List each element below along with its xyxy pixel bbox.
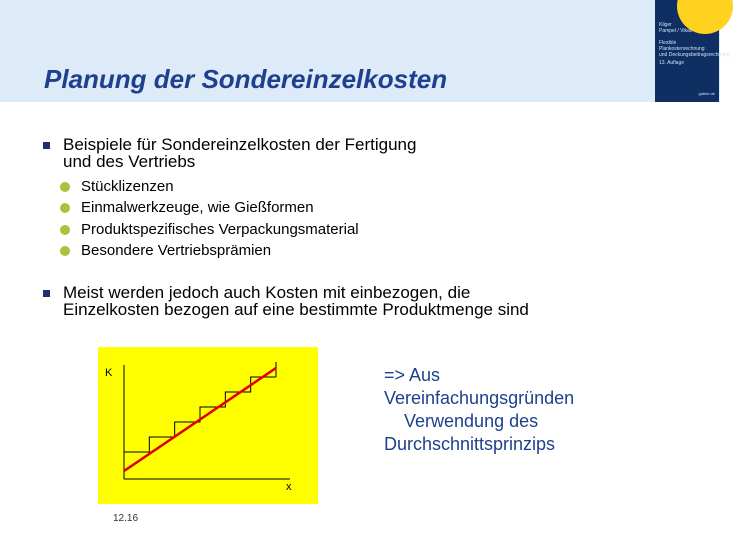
book-cover-line: Plankostenrechnung: [659, 46, 705, 52]
sub-list-item-text: Einmalwerkzeuge, wie Gießformen: [81, 199, 314, 216]
round-bullet-icon: [60, 182, 70, 192]
cost-diagram-svg: [98, 347, 318, 504]
bullet-line: und des Vertriebs: [63, 152, 196, 171]
bullet-line: Beispiele für Sondereinzelkosten der Fertigung: [63, 135, 417, 154]
note-line: => Aus: [384, 365, 441, 385]
x-axis-label: x: [286, 481, 292, 493]
book-cover-line: Flexible: [659, 40, 677, 46]
bullet-line: Meist werden jedoch auch Kosten mit einbezogen, die: [63, 283, 471, 302]
note-line: Vereinfachungsgründen: [384, 388, 575, 408]
sub-list-item: [81, 199, 314, 217]
book-cover-line: 13. Auflage: [659, 60, 685, 66]
cost-diagram: [98, 347, 318, 504]
sub-list-item: [81, 242, 271, 260]
y-axis-label: K: [105, 367, 113, 379]
sub-list-item: [81, 178, 174, 196]
sub-list-item-text: Besondere Vertriebsprämien: [81, 242, 272, 259]
sub-list-item-text: Produktspezifisches Verpackungsmaterial: [81, 221, 359, 238]
sub-list-item-text: Stücklizenzen: [81, 178, 174, 195]
book-cover-image: [655, 0, 730, 102]
slide-number: 12.16: [113, 513, 139, 524]
book-cover-line: und Deckungsbeitragsrechnung: [659, 52, 730, 58]
note-line: Durchschnittsprinzips: [384, 434, 556, 454]
book-cover-line: Pampel / Vikas: [659, 28, 693, 34]
step-function: [124, 362, 276, 467]
bullet-text: [63, 136, 416, 170]
note-line: Verwendung des: [384, 411, 539, 431]
book-cover-logo: gabler.de: [698, 91, 715, 96]
round-bullet-icon: [60, 203, 70, 213]
square-bullet-icon: [43, 142, 50, 149]
square-bullet-icon: [43, 290, 50, 297]
sub-list-item: [81, 221, 359, 239]
round-bullet-icon: [60, 225, 70, 235]
average-cost-line: [124, 368, 276, 471]
step-segment: [124, 377, 276, 467]
book-cover-line: Kilger: [659, 22, 672, 28]
page-title: Planung der Sondereinzelkosten: [44, 64, 448, 94]
bullet-line: Einzelkosten bezogen auf eine bestimmte Produktmenge sind: [63, 300, 529, 319]
conclusion-note: [384, 364, 574, 456]
round-bullet-icon: [60, 246, 70, 256]
bullet-text: [63, 284, 529, 318]
